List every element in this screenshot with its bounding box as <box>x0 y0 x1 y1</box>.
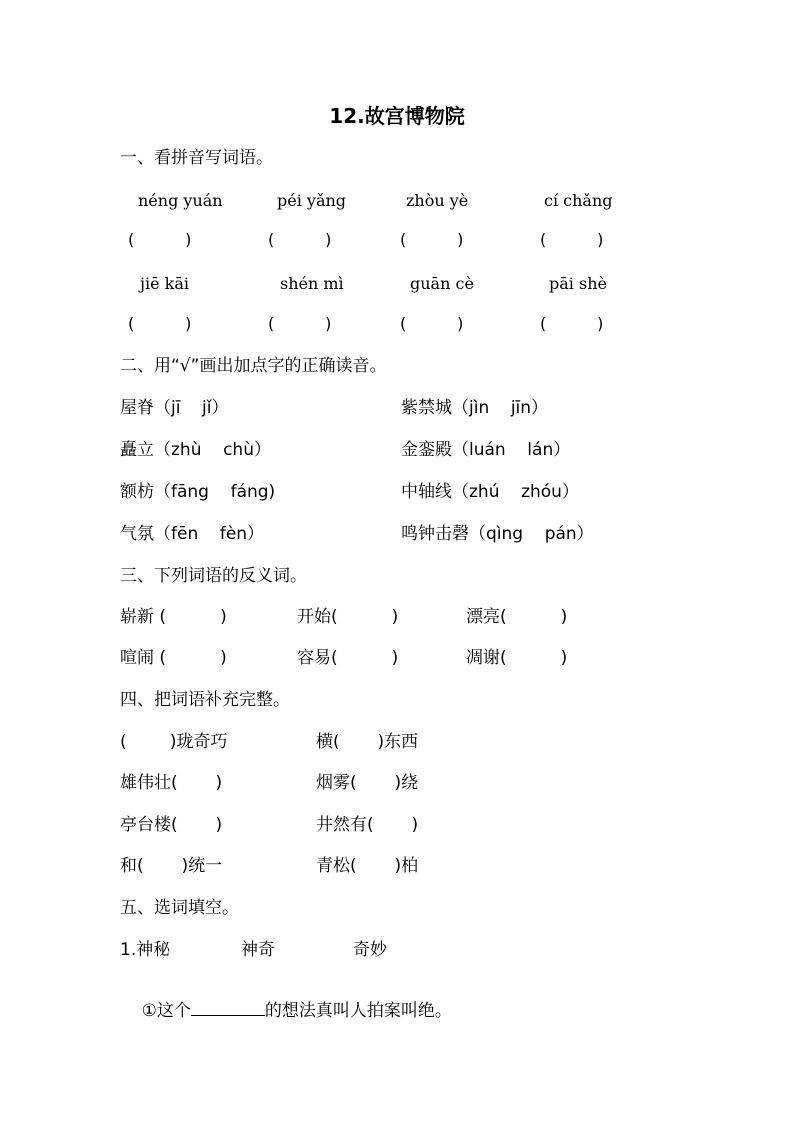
idiom-item-3[interactable]: 雄伟壮( ) <box>120 773 223 793</box>
idiom-item-5[interactable]: 亭台楼( ) <box>120 815 223 835</box>
reading-item-5[interactable]: 额枋（fāng fáng) <box>120 482 276 502</box>
fill-sentence-1 <box>120 984 452 1037</box>
reading-item-4[interactable]: 金銮殿（luán lán） <box>401 440 571 460</box>
idiom-item-7[interactable]: 和( )统一 <box>120 856 223 876</box>
answer-blank-8[interactable]: ( ) <box>540 314 604 333</box>
reading-item-7[interactable]: 气氛（fēn fèn） <box>120 524 265 544</box>
antonym-item-5[interactable]: 容易( ) <box>297 648 399 668</box>
answer-blank-6[interactable]: ( ) <box>268 314 332 333</box>
answer-blank-3[interactable]: ( ) <box>400 230 464 249</box>
idiom-item-4[interactable]: 烟雾( )绕 <box>316 773 419 793</box>
section-1-heading: 一、看拼音写词语。 <box>120 148 273 168</box>
reading-item-3[interactable]: 矗立（zhù chù） <box>120 440 271 460</box>
answer-blank-5[interactable]: ( ) <box>128 314 192 333</box>
answer-blank-1[interactable]: ( ) <box>128 230 192 249</box>
pinyin-6: shén mì <box>280 274 344 293</box>
section-2-heading: 二、用“√”画出加点字的正确读音。 <box>120 356 387 376</box>
idiom-item-8[interactable]: 青松( )柏 <box>316 856 419 876</box>
reading-item-1[interactable]: 屋脊（jī jǐ） <box>120 398 229 418</box>
section-5-heading: 五、选词填空。 <box>120 898 239 918</box>
word-choice-3: 奇妙 <box>353 940 387 960</box>
fill-sentence-prefix: ①这个 <box>141 1001 191 1021</box>
page-title: 12.故宫博物院 <box>329 104 465 128</box>
idiom-item-2[interactable]: 横( )东西 <box>316 732 419 752</box>
pinyin-7: guān cè <box>410 274 474 293</box>
word-choice-1: 1.神秘 <box>120 940 171 960</box>
word-choice-2: 神奇 <box>241 940 275 960</box>
answer-blank-7[interactable]: ( ) <box>400 314 464 333</box>
section-4-heading: 四、把词语补充完整。 <box>120 690 290 710</box>
reading-item-8[interactable]: 鸣钟击磬（qìng pán） <box>401 524 594 544</box>
antonym-item-3[interactable]: 漂亮( ) <box>466 607 568 627</box>
antonym-item-4[interactable]: 喧闹 ( ) <box>120 648 227 668</box>
fill-sentence-suffix: 的想法真叫人拍案叫绝。 <box>264 1001 452 1021</box>
pinyin-5: jiē kāi <box>140 274 189 293</box>
reading-item-6[interactable]: 中轴线（zhú zhóu） <box>401 482 579 502</box>
answer-blank-4[interactable]: ( ) <box>540 230 604 249</box>
fill-blank[interactable] <box>191 1001 265 1016</box>
idiom-item-6[interactable]: 井然有( ) <box>316 815 419 835</box>
pinyin-8: pāi shè <box>549 274 607 293</box>
antonym-item-2[interactable]: 开始( ) <box>297 607 399 627</box>
pinyin-2: péi yǎng <box>277 191 347 210</box>
pinyin-1: néng yuán <box>138 191 223 210</box>
antonym-item-1[interactable]: 崭新 ( ) <box>120 607 227 627</box>
answer-blank-2[interactable]: ( ) <box>268 230 332 249</box>
pinyin-3: zhòu yè <box>406 191 469 210</box>
idiom-item-1[interactable]: ( )珑奇巧 <box>120 732 228 752</box>
reading-item-2[interactable]: 紫禁城（jìn jīn） <box>401 398 549 418</box>
pinyin-4: cí chǎng <box>544 191 613 210</box>
antonym-item-6[interactable]: 凋谢( ) <box>466 648 568 668</box>
section-3-heading: 三、下列词语的反义词。 <box>120 566 307 586</box>
